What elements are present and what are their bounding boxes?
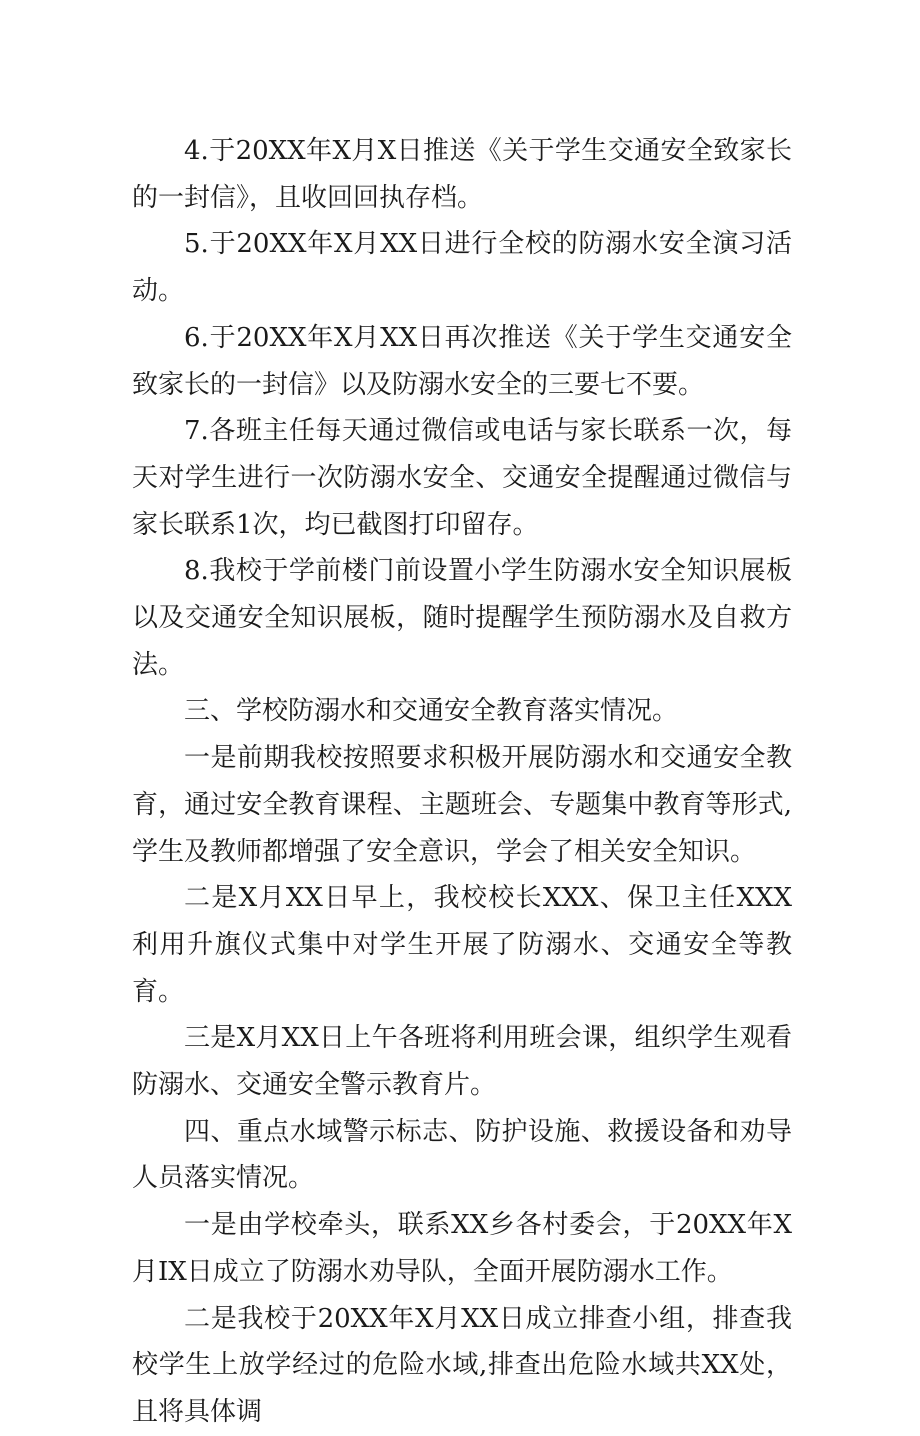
section-heading-3: 三、学校防溺水和交通安全教育落实情况。 (184, 696, 679, 727)
paragraph-waters-2: 二是我校于20XX年X月XX日成立排查小组，排查我校学生上放学经过的危险水域,排查出危险水域共XX处，且将具体调 (132, 1303, 792, 1427)
paragraph-item-8: 8.我校于学前楼门前设置小学生防溺水安全知识展板以及交通安全知识展板，随时提醒学生预防溺水及自救方法。 (132, 556, 792, 680)
document-body (132, 128, 792, 1436)
paragraph-education-3: 三是X月XX日上午各班将利用班会课，组织学生观看防溺水、交通安全警示教育片。 (132, 1023, 792, 1101)
paragraph-item-6: 6.于20XX年X月XX日再次推送《关于学生交通安全致家长的一封信》以及防溺水安全的三要七不要。 (132, 322, 792, 400)
section-heading-4: 四、重点水域警示标志、防护设施、救援设备和劝导人员落实情况。 (132, 1116, 792, 1194)
paragraph-item-4: 4.于20XX年X月X日推送《关于学生交通安全致家长的一封信》，且收回回执存档。 (132, 136, 792, 213)
paragraph-education-1: 一是前期我校按照要求积极开展防溺水和交通安全教育，通过安全教育课程、主题班会、专题集中教育等形式,学生及教师都增强了安全意识，学会了相关安全知识。 (132, 743, 792, 867)
paragraph-education-2: 二是X月XX日早上，我校校长XXX、保卫主任XXX利用升旗仪式集中对学生开展了防溺水、交通安全等教育。 (132, 883, 792, 1007)
paragraph-item-5: 5.于20XX年X月XX日进行全校的防溺水安全演习活动。 (132, 229, 792, 307)
paragraph-item-7: 7.各班主任每天通过微信或电话与家长联系一次，每天对学生进行一次防溺水安全、交通安全提醒通过微信与家长联系1次，均已截图打印留存。 (132, 416, 792, 540)
paragraph-waters-1: 一是由学校牵头，联系XX乡各村委会，于20XX年X月IX日成立了防溺水劝导队，全面开展防溺水工作。 (132, 1210, 792, 1287)
